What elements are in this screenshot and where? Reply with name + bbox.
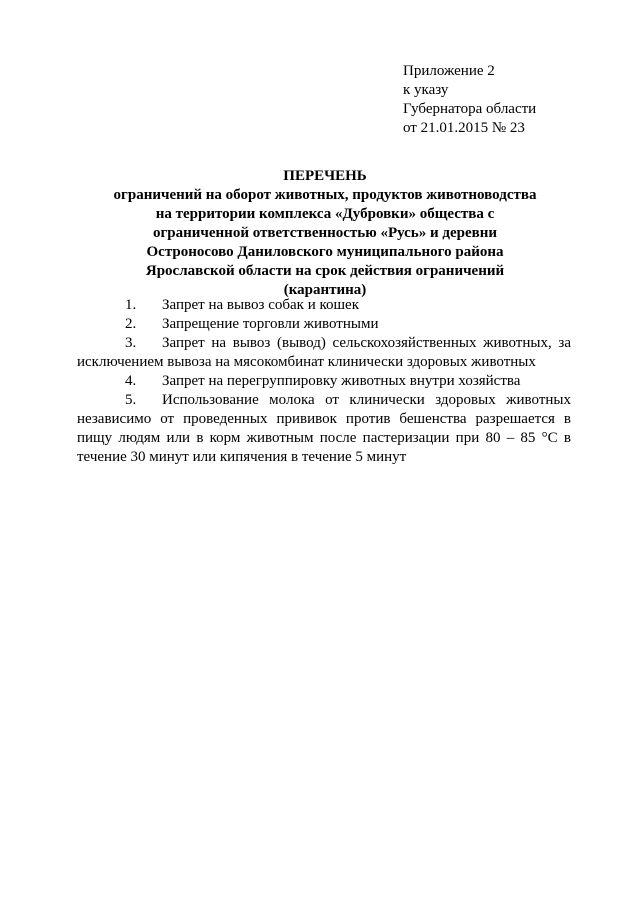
appendix-line-to-decree: к указу [403, 82, 449, 98]
list-item-number: 3. [125, 335, 137, 351]
list-item-number: 4. [125, 373, 137, 389]
document-title: ПЕРЕЧЕНЬ [283, 168, 367, 184]
appendix-block [403, 62, 536, 138]
appendix-line-number: Приложение 2 [403, 63, 495, 79]
list-item-number: 1. [125, 297, 137, 313]
list-item [77, 334, 571, 372]
list-item-text: Запрет на вывоз (вывод) сельскохозяйственных животных, за исключением вывоза на мясокомбинат клинически здоровых животных [77, 335, 571, 370]
document-heading [110, 167, 540, 300]
list-item-text: Запрет на перегруппировку животных внутри хозяйства [162, 373, 521, 389]
appendix-line-governor: Губернатора области [403, 101, 537, 117]
restrictions-list [77, 296, 571, 467]
list-item-text: Запрещение торговли животными [162, 316, 379, 332]
list-item [77, 391, 571, 467]
list-item [125, 315, 571, 334]
list-item-text: Использование молока от клинически здоровых животных независимо от проведенных прививок против бешенства разрешается в пищу людям или в корм животным после пастеризации при 80 – 85 °С в течение 30 минут или кипячения в течение 5 минут [77, 392, 571, 465]
list-item-number: 2. [125, 316, 137, 332]
list-item-text: Запрет на вывоз собак и кошек [162, 297, 359, 313]
list-item-number: 5. [125, 392, 137, 408]
list-item [125, 296, 571, 315]
appendix-line-date: от 21.01.2015 № 23 [403, 120, 525, 136]
list-item [125, 372, 571, 391]
document-subtitle: ограничений на оборот животных, продуктов животноводства на территории комплекса «Дубровки» общества с ограниченной ответственностью «Русь» и деревни Остроносово Даниловского муниципального района Ярославской области на срок действия ограничений (карантина) [113, 187, 537, 298]
